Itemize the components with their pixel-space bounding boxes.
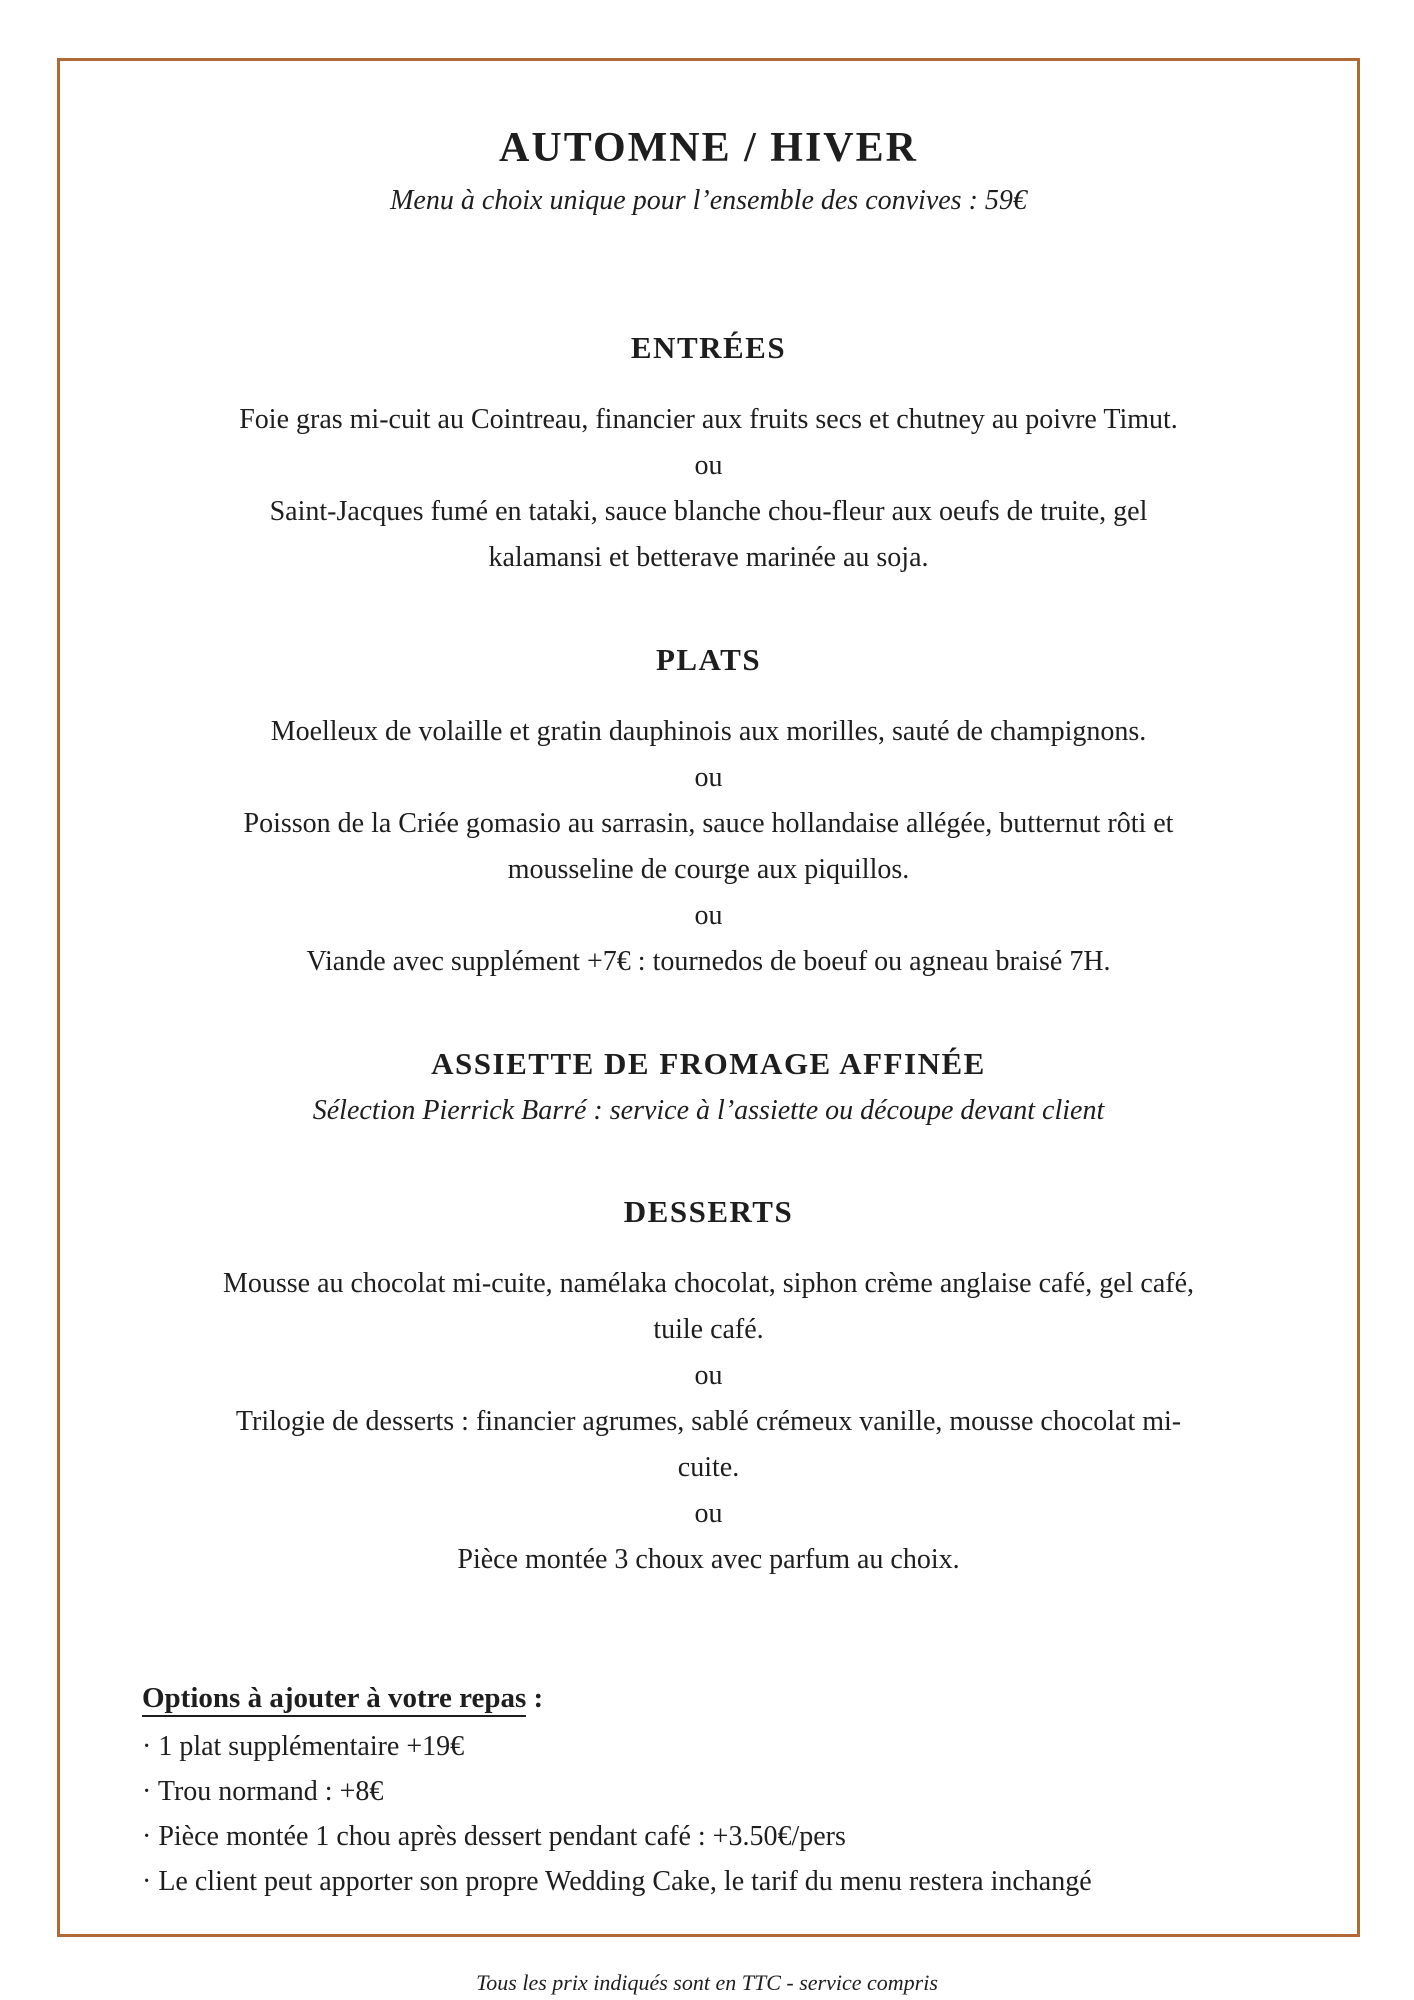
or-separator: ou: [694, 1498, 723, 1529]
menu-line: Viande avec supplément +7€ : tournedos de boeuf ou agneau braisé 7H.: [306, 946, 1111, 977]
menu-line: Poisson de la Criée gomasio au sarrasin, sauce hollandaise allégée, butternut rôti et: [243, 808, 1174, 839]
footer-note: Tous les prix indiqués sont en TTC - service compris: [476, 1970, 938, 1995]
menu-line: kalamansi et betterave marinée au soja.: [488, 542, 929, 573]
or-separator: ou: [694, 450, 723, 481]
option-item: · Pièce montée 1 chou après dessert pendant café : +3.50€/pers: [142, 1821, 846, 1852]
page-border-frame: [57, 58, 1360, 1937]
menu-line: cuite.: [677, 1452, 740, 1483]
options-list: [142, 1724, 1357, 1904]
menu-line: tuile café.: [653, 1314, 764, 1345]
options-heading: [142, 1678, 1357, 1718]
menu-line: Saint-Jacques fumé en tataki, sauce blanche chou-fleur aux oeufs de truite, gel: [269, 496, 1148, 527]
or-separator: ou: [694, 762, 723, 793]
section-heading-desserts: DESSERTS: [623, 1194, 794, 1229]
menu-title: AUTOMNE / HIVER: [499, 125, 918, 171]
menu-line: mousseline de courge aux piquillos.: [507, 854, 910, 885]
section-desserts-lines: [60, 1261, 1357, 1583]
option-item: · Trou normand : +8€: [142, 1776, 384, 1807]
section-heading-plats: PLATS: [655, 642, 762, 677]
or-separator: ou: [694, 1360, 723, 1391]
section-entrees-lines: [60, 397, 1357, 581]
menu-line: Pièce montée 3 choux avec parfum au choix.: [457, 1544, 960, 1575]
section-heading-entrees: ENTRÉES: [630, 330, 787, 365]
options-heading-colon: :: [526, 1682, 544, 1714]
menu-subtitle: Menu à choix unique pour l’ensemble des convives : 59€: [390, 185, 1027, 216]
fromage-note: Sélection Pierrick Barré : service à l’assiette ou découpe devant client: [312, 1095, 1105, 1126]
menu-line: Mousse au chocolat mi-cuite, namélaka chocolat, siphon crème anglaise café, gel café,: [222, 1268, 1195, 1299]
menu-line: Foie gras mi-cuit au Cointreau, financier aux fruits secs et chutney au poivre Timut.: [239, 404, 1178, 435]
options-block: [60, 1678, 1357, 1904]
section-plats-lines: [60, 709, 1357, 985]
or-separator: ou: [694, 900, 723, 931]
menu-line: Moelleux de volaille et gratin dauphinois aux morilles, sauté de champignons.: [270, 716, 1147, 747]
options-heading-text: Options à ajouter à votre repas: [142, 1682, 526, 1717]
option-item: · Le client peut apporter son propre Wedding Cake, le tarif du menu restera inchangé: [142, 1866, 1092, 1897]
menu-line: Trilogie de desserts : financier agrumes, sablé crémeux vanille, mousse chocolat mi-: [235, 1406, 1182, 1437]
option-item: · 1 plat supplémentaire +19€: [142, 1731, 465, 1762]
section-heading-fromage: ASSIETTE DE FROMAGE AFFINÉE: [431, 1046, 986, 1081]
